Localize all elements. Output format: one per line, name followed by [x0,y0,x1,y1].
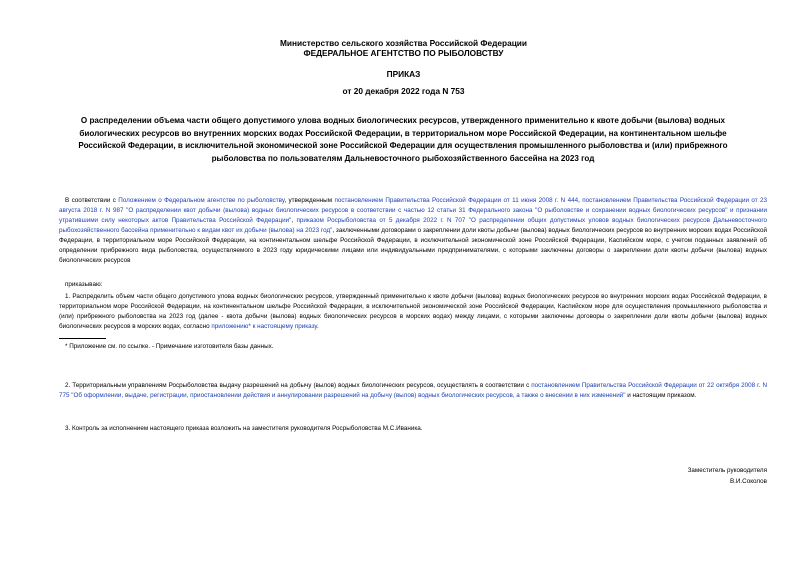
document-type: ПРИКАЗ [386,69,421,79]
footnote-divider [59,338,106,339]
document-title: О распределении объема части общего допустимого улова водных биологических ресурсов, утвержденного применительно к квоте добычи (вылова) водных биологических ресурсов во внутренних морских водах Российской Федерации, в территориальном море Российской Федерации, на континентальном шельфе Российской Федерации, в исключительной экономической зоне Российской Федерации для осуществления промышленного рыболовства и (или) прибрежного рыболовства по пользователям Дальневосточного рыбохозяйственного бассейна на 2023 год [78,116,728,163]
link-rosrybolovstvo-order-707[interactable]: приказом Росрыболовства от 5 декабря 2022 г. N 707 "О распределении общих допустимых уловов водных биологических ресурсов Дальневосточного рыбохозяйственного бассейна применительно к видам квот их добычи (вылова) на 2023 год" [59,217,767,234]
agency-name: ФЕДЕРАЛЬНОЕ АГЕНТСТВО ПО РЫБОЛОВСТВУ [303,48,504,58]
item-2-paragraph: 2. Территориальным управлениям Росрыболовства выдачу разрешений на добычу (вылов) водных биологических ресурсов, осуществлять в соответствии с постановлением Правительства Российской Федерации от 22 октября 2008 г. N 775 "Об оформлении, выдаче, регистрации, приостановлении действия и аннулировании разрешений на добычу (вылов) водных биологических ресурсов, а также о внесении в них изменений" и настоящим приказом. [59,382,767,399]
preamble-paragraph: В соответствии с Положением о Федеральном агентстве по рыболовству, утвержденным постановлением Правительства Российской Федерации от 11 июня 2008 г. N 444, постановлением Правительства Российской Федерации от 23 августа 2018 г. N 987 "О распределении квот добычи (вылова) водных биологических ресурсов в соответствии с частью 12 статьи 31 Федерального закона "О рыболовстве и сохранении водных биологических ресурсов" и признании утратившими силу некоторых актов Правительства Российской Федерации", приказом Росрыболовства от 5 декабря 2022 г. N 707 "О распределении общих допустимых уловов водных биологических ресурсов Дальневосточного рыбохозяйственного бассейна применительно к видам квот их добычи (вылова) на 2023 год", заключенными договорами о закреплении доли квоты добычи (вылова) водных биологических ресурсов во внутренних морских водах Российской Федерации, в территориальном море Российской Федерации, на континентальном шельфе Российской Федерации, в исключительной экономической зоне Российской Федерации, Каспийском море, с учетом поданных заявлений об определении прибрежного вида рыболовства, осуществляемого в 2023 году юридическими лицами или индивидуальными предпринимателями, с которыми заключены договоры о закреплении доли квоты добычи (вылова) водных биологических ресурсов [59,197,768,264]
link-appendix[interactable]: приложению* к настоящему приказу [211,323,317,330]
orders-label: приказываю: [65,281,103,288]
document-date-number: от 20 декабря 2022 года N 753 [342,86,465,96]
link-government-decree-987[interactable]: постановлением Правительства Российской Федерации от 23 августа 2018 г. N 987 "О распределении квот добычи (вылова) водных биологических ресурсов в соответствии с частью 12 статьи 31 Федерального закона "О рыболовстве и сохранении водных биологических ресурсов" и признании утратившими силу некоторых актов Правительства Российской Федерации" [59,197,768,224]
signature-name: В.И.Соколов [729,478,767,485]
link-government-decree-775[interactable]: постановлением Правительства Российской Федерации от 22 октября 2008 г. N 775 "Об оформлении, выдаче, регистрации, приостановлении действия и аннулировании разрешений на добычу (вылов) водных биологических ресурсов, а также о внесении в них изменений" [59,382,767,399]
link-agency-regulation[interactable]: Положением о Федеральном агентстве по рыболовству [118,197,285,204]
link-government-decree-444[interactable]: постановлением Правительства Российской Федерации от 11 июня 2008 г. N 444 [334,197,579,204]
item-3-paragraph: 3. Контроль за исполнением настоящего приказа возложить на заместителя руководителя Росрыболовства М.С.Иваника. [65,425,423,432]
footnote: * Приложение см. по ссылке. - Примечание изготовителя базы данных. [65,343,274,350]
item-1-paragraph: 1. Распределить объем части общего допустимого улова водных биологических ресурсов, утвержденный применительно к квоте добычи (вылова) водных биологических ресурсов во внутренних морских водах Российской Федерации, в территориальном море Российской Федерации, на континентальном шельфе Российской Федерации, в исключительной экономической зоне Российской Федерации, Каспийском море для осуществления промышленного рыболовства и (или) прибрежного рыболовства на 2023 год (далее - квота добычи (вылова) водных биологических ресурсов в морских водах) между лицами, с которыми заключены договоры о закреплении доли квоты добычи (вылова) водных биологических ресурсов в морских водах, согласно приложению* к настоящему приказу. [59,293,767,330]
signature-position: Заместитель руководителя [687,467,767,474]
ministry-name: Министерство сельского хозяйства Российской Федерации [280,38,527,48]
